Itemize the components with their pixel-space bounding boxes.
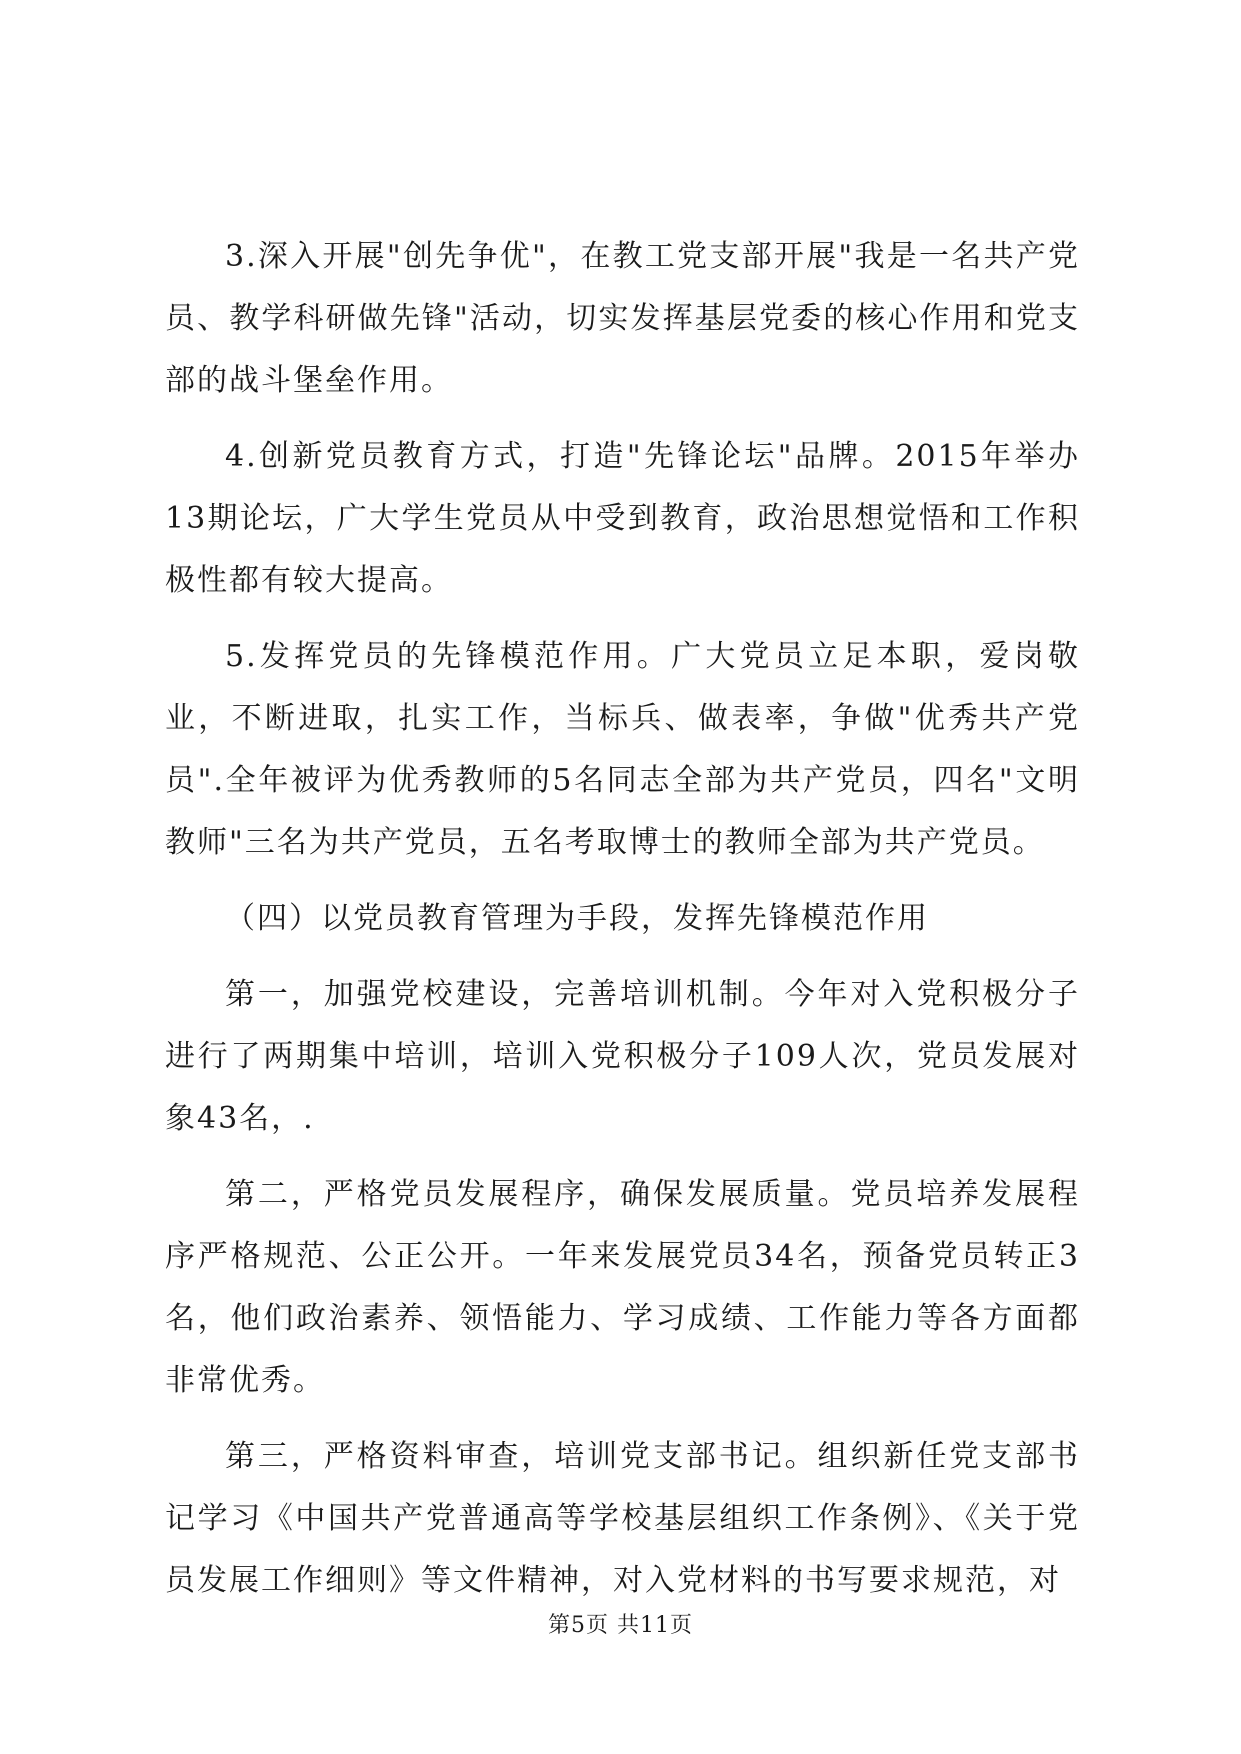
page-number-footer: 第5页 共11页: [548, 1613, 693, 1638]
paragraph-third: 第三，严格资料审查，培训党支部书记。组织新任党支部书记学习《中国共产党普通高等学校基层组织工作条例》、《关于党员发展工作细则》等文件精神，对入党材料的书写要求规范，对: [165, 1439, 1080, 1598]
paragraph-item-5: 5.发挥党员的先锋模范作用。广大党员立足本职，爱岗敬业，不断进取，扎实工作，当标兵、做表率，争做"优秀共产党员".全年被评为优秀教师的5名同志全部为共产党员，四名"文明教师"三名为共产党员，五名考取博士的教师全部为共产党员。: [165, 639, 1080, 860]
paragraph-second: 第二，严格党员发展程序，确保发展质量。党员培养发展程序严格规范、公正公开。一年来发展党员34名，预备党员转正3名，他们政治素养、领悟能力、学习成绩、工作能力等各方面都非常优秀。: [165, 1177, 1080, 1398]
paragraph-item-4: 4.创新党员教育方式，打造"先锋论坛"品牌。2015年举办13期论坛，广大学生党员从中受到教育，政治思想觉悟和工作积极性都有较大提高。: [165, 439, 1080, 598]
document-body: [165, 226, 1080, 1626]
section-heading-4: （四）以党员教育管理为手段，发挥先锋模范作用: [225, 901, 929, 936]
paragraph-first: 第一，加强党校建设，完善培训机制。今年对入党积极分子进行了两期集中培训，培训入党积极分子109人次，党员发展对象43名，.: [165, 977, 1080, 1136]
paragraph-item-3: 3.深入开展"创先争优"，在教工党支部开展"我是一名共产党员、教学科研做先锋"活动，切实发挥基层党委的核心作用和党支部的战斗堡垒作用。: [165, 239, 1080, 398]
